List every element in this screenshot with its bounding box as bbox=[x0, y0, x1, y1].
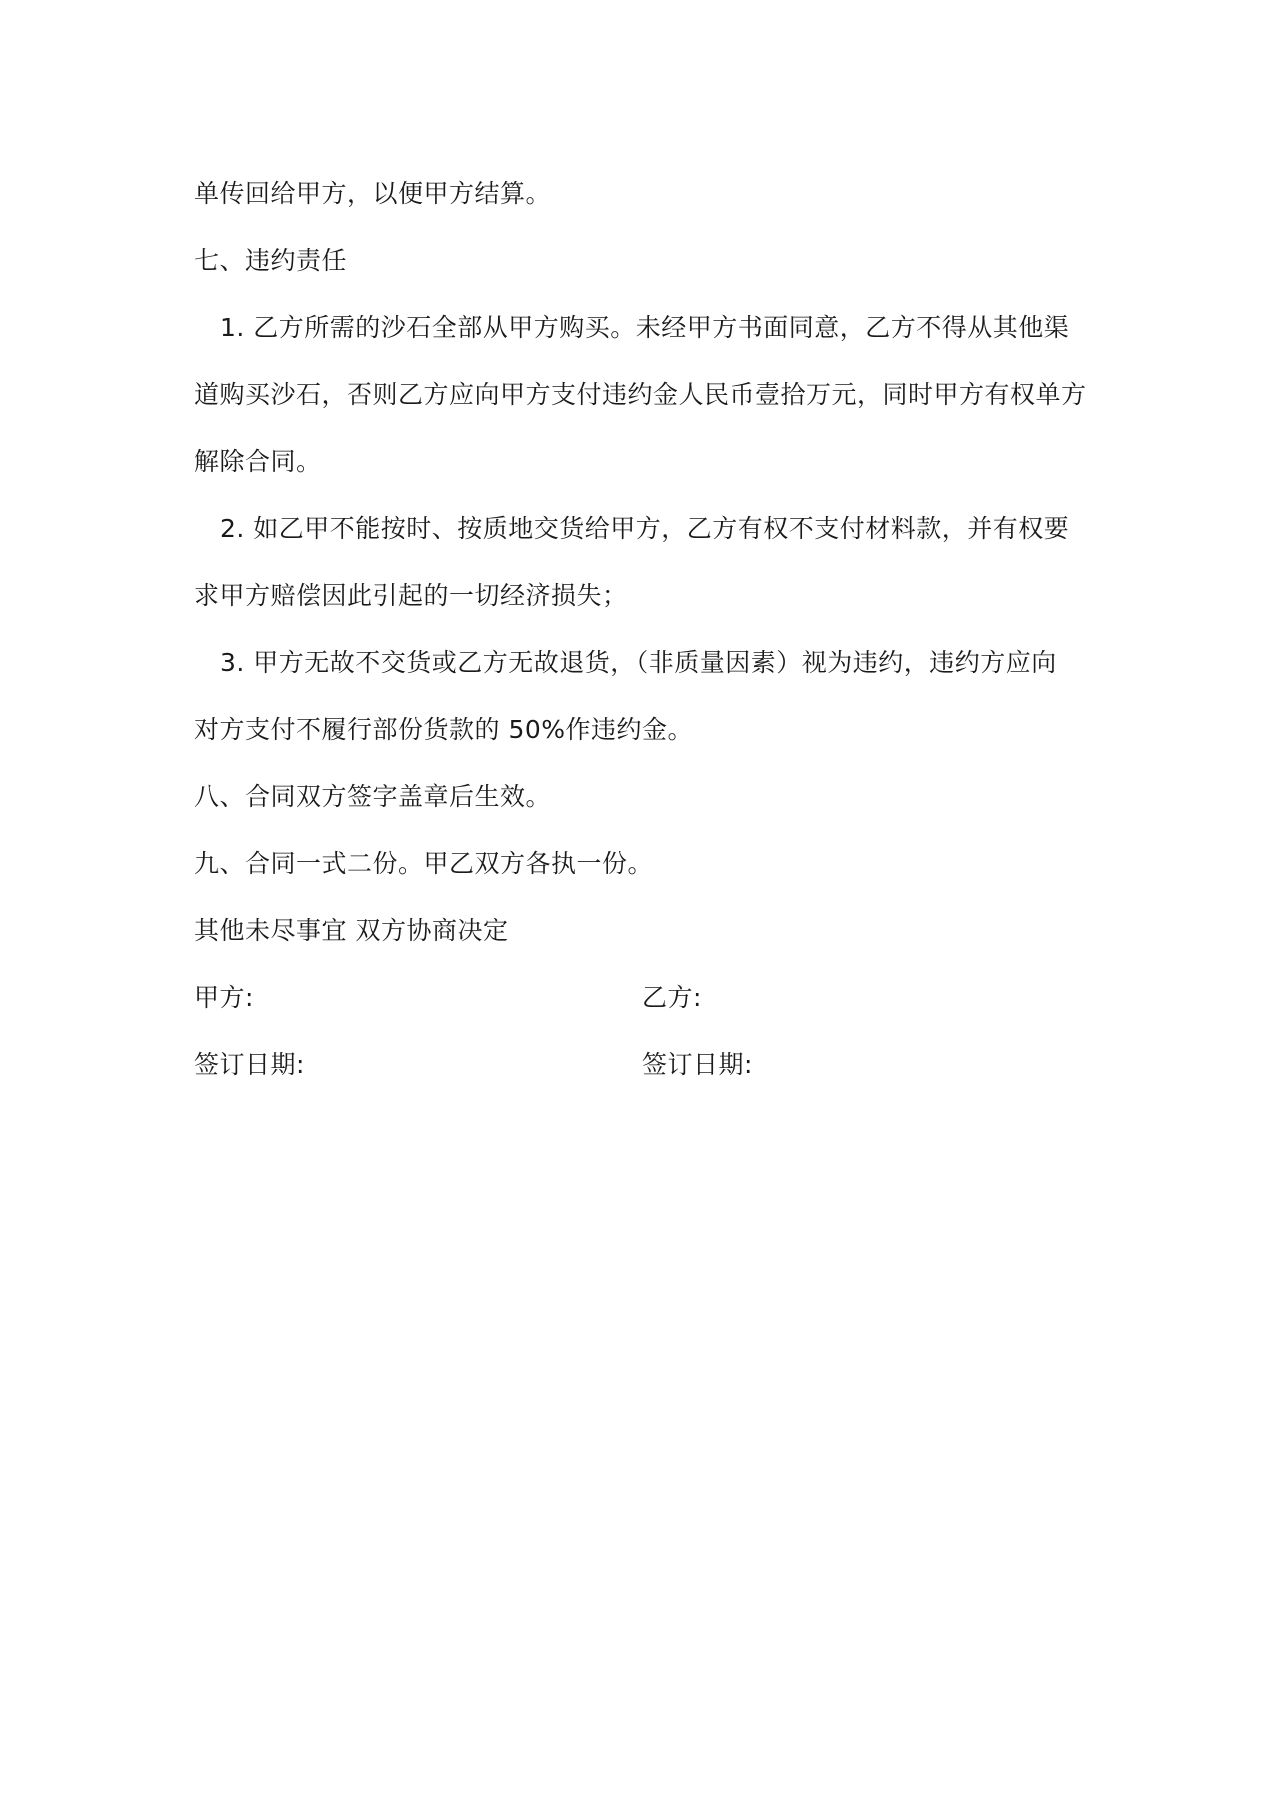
clause-2-line: 2. 如乙甲不能按时、按质地交货给甲方，乙方有权不支付材料款，并有权要 bbox=[220, 514, 1070, 543]
signature-party-row bbox=[194, 964, 1094, 1031]
misc-note: 其他未尽事宜 双方协商决定 bbox=[194, 916, 509, 945]
clause-1-line: 1. 乙方所需的沙石全部从甲方购买。未经甲方书面同意，乙方不得从其他渠 bbox=[220, 313, 1070, 342]
clause-1-line: 解除合同。 bbox=[194, 447, 322, 476]
date-a-label: 签订日期: bbox=[194, 1050, 305, 1079]
paragraph-line: 单传回给甲方，以便甲方结算。 bbox=[194, 179, 552, 208]
date-b-label: 签订日期: bbox=[642, 1050, 753, 1079]
clause-3-line: 3. 甲方无故不交货或乙方无故退货，（非质量因素）视为违约，违约方应向 bbox=[220, 648, 1057, 677]
section-heading-breach: 七、违约责任 bbox=[194, 246, 348, 275]
clause-1-line: 道购买沙石，否则乙方应向甲方支付违约金人民币壹拾万元，同时甲方有权单方 bbox=[194, 380, 1087, 409]
signature-date-row bbox=[194, 1031, 1094, 1098]
document-body bbox=[194, 160, 1094, 1098]
clause-2-line: 求甲方赔偿因此引起的一切经济损失； bbox=[194, 581, 628, 610]
section-heading-copies: 九、合同一式二份。甲乙双方各执一份。 bbox=[194, 849, 654, 878]
clause-3-line: 对方支付不履行部份货款的 50%作违约金。 bbox=[194, 715, 694, 744]
party-a-label: 甲方: bbox=[194, 983, 254, 1012]
party-b-label: 乙方: bbox=[642, 983, 702, 1012]
section-heading-effective: 八、合同双方签字盖章后生效。 bbox=[194, 782, 552, 811]
